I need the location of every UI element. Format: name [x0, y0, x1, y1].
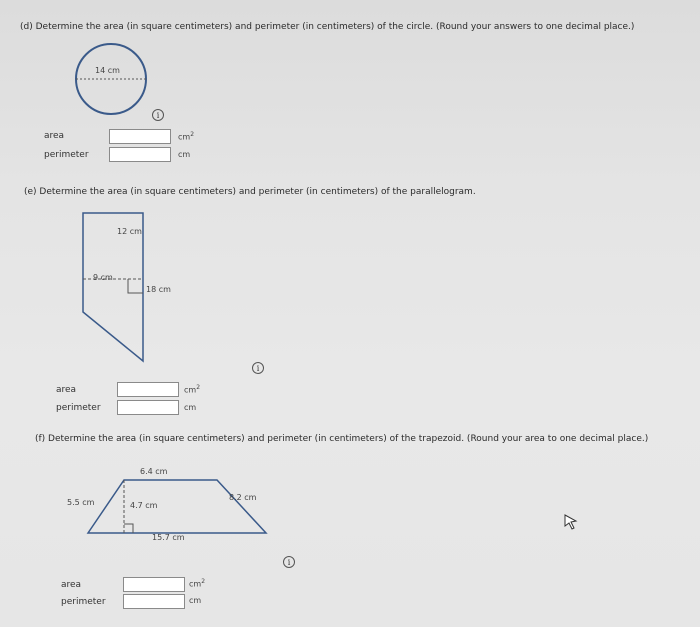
part-e-area-label: area	[56, 385, 77, 395]
part-d-perimeter-unit: cm	[178, 150, 191, 159]
parallelogram-right-angle	[128, 279, 143, 293]
part-f-question: (f) Determine the area (in square centimeters) and perimeter (in centimeters) of the trapezoid. (Round your area to one decimal place.)	[35, 434, 649, 444]
circle-shape	[76, 44, 146, 114]
part-d-area-input[interactable]	[109, 129, 171, 144]
part-f-perimeter-input[interactable]	[123, 594, 185, 609]
part-d-perimeter-label: perimeter	[44, 150, 89, 160]
info-icon[interactable]: i	[252, 362, 264, 374]
part-e-perimeter-label: perimeter	[56, 403, 101, 413]
part-e-area-input[interactable]	[117, 382, 179, 397]
trapezoid-right-angle	[124, 524, 133, 533]
part-e-perimeter-unit: cm	[184, 403, 197, 412]
part-d-question: (d) Determine the area (in square centimeters) and perimeter (in centimeters) of the circle. (Round your answers to one decimal place.)	[20, 22, 635, 32]
trapezoid-height-label: 4.7 cm	[130, 501, 158, 510]
part-e-question: (e) Determine the area (in square centimeters) and perimeter (in centimeters) of the parallelogram.	[24, 187, 476, 197]
parallelogram-height-label: 9 cm	[93, 273, 113, 282]
part-d-area-unit: $cm^2$	[178, 131, 195, 142]
part-f-perimeter-unit: cm	[189, 596, 202, 605]
trapezoid-top-label: 6.4 cm	[140, 467, 168, 476]
part-f-area-label: area	[61, 580, 82, 590]
part-f-area-unit: $cm^2$	[189, 578, 206, 589]
info-icon[interactable]: i	[283, 556, 295, 568]
part-e-perimeter-input[interactable]	[117, 400, 179, 415]
trapezoid-right-label: 8.2 cm	[229, 493, 257, 502]
part-d-perimeter-input[interactable]	[109, 147, 171, 162]
trapezoid-left-label: 5.5 cm	[67, 498, 95, 507]
part-e-area-unit: $cm^2$	[184, 384, 201, 395]
part-f-perimeter-label: perimeter	[61, 597, 106, 607]
trapezoid-bottom-label: 15.7 cm	[152, 533, 185, 542]
part-f-area-input[interactable]	[123, 577, 185, 592]
circle-diameter-label: 14 cm	[95, 66, 120, 75]
parallelogram-side-label: 18 cm	[146, 285, 171, 294]
parallelogram-top-label: 12 cm	[117, 227, 142, 236]
part-d-area-label: area	[44, 131, 65, 141]
trapezoid-shape	[88, 480, 266, 533]
info-icon[interactable]: i	[152, 109, 164, 121]
